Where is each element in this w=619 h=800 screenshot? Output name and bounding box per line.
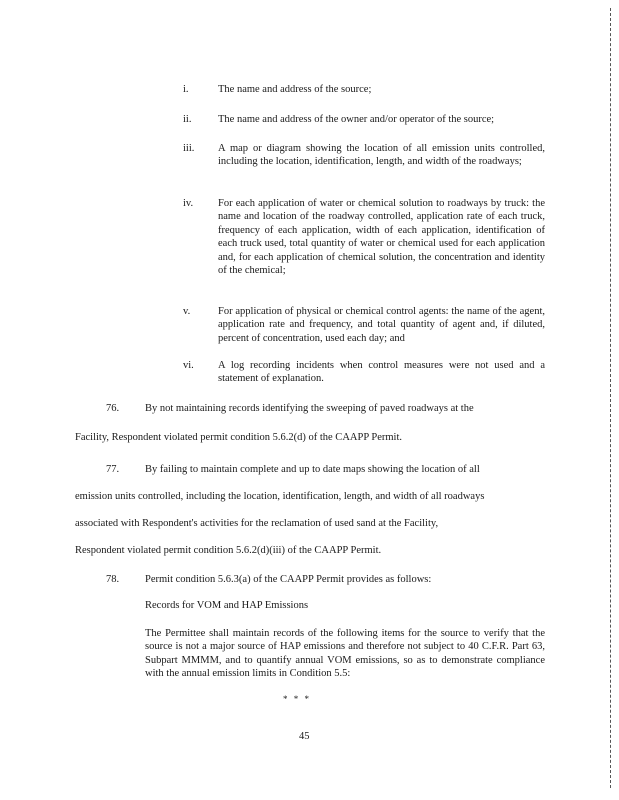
scan-edge-line [610, 8, 612, 788]
subitem-number: vi. [183, 360, 194, 371]
subitem-text: A log recording incidents when control measures were not used and a statement of explanation. [218, 360, 545, 385]
paragraph-line: By not maintaining records identifying the sweeping of paved roadways at the [145, 403, 474, 414]
subitem-number: i. [183, 84, 189, 95]
subitem-iv [183, 197, 545, 277]
paragraph-number: 77. [106, 464, 120, 475]
paragraph-line: Permit condition 5.6.3(a) of the CAAPP Permit provides as follows: [145, 574, 432, 585]
paragraph-line: emission units controlled, including the location, identification, length, and width of all roadways [75, 491, 485, 502]
subitem-number: ii. [183, 114, 192, 125]
block-quote: The Permittee shall maintain records of the following items for the source to verify that the source is not a major source of HAP emissions and therefore not subject to 40 C.F.R. Part 63, Subpart MMMM, and to quantify annual VOM emissions, so as to demonstrate compliance with the annual emission limits in Condition 5.5: [145, 628, 545, 679]
paragraph-line: Respondent violated permit condition 5.6.2(d)(iii) of the CAAPP Permit. [75, 545, 382, 556]
subitem-number: iii. [183, 143, 195, 154]
paragraph-line: Facility, Respondent violated permit condition 5.6.2(d) of the CAAPP Permit. [75, 432, 403, 443]
subitem-i [183, 83, 545, 96]
subitem-iii [183, 142, 545, 169]
subitem-ii [183, 113, 545, 126]
subitem-text: The name and address of the owner and/or operator of the source; [218, 114, 495, 125]
page-number: 45 [299, 731, 310, 742]
subitem-text: The name and address of the source; [218, 84, 372, 95]
subitem-text: For each application of water or chemical solution to roadways by truck: the name and location of the roadway controlled, application rate of each truck, frequency of each application, width of each application, identification of each truck used, total quantity of water or chemical used for each application and, for each application of chemical solution, the concentration and identity of the chemical; [218, 198, 545, 277]
paragraph-line: associated with Respondent's activities for the reclamation of used sand at the Facility, [75, 518, 439, 529]
subitem-text: For application of physical or chemical control agents: the name of the agent, application rate and frequency, and total quantity of agent and, if diluted, percent of concentration, used each day; and [218, 306, 545, 344]
section-heading: Records for VOM and HAP Emissions [145, 600, 309, 611]
subitem-text: A map or diagram showing the location of all emission units controlled, including the location, identification, length, and width of the roadways; [218, 143, 545, 168]
paragraph-line: By failing to maintain complete and up to date maps showing the location of all [145, 464, 480, 475]
subitem-vi [183, 359, 545, 386]
subitem-number: v. [183, 306, 191, 317]
subitem-number: iv. [183, 198, 194, 209]
paragraph-number: 76. [106, 403, 120, 414]
subitem-v [183, 305, 545, 345]
paragraph-number: 78. [106, 574, 120, 585]
ellipsis-stars: * * * [283, 694, 311, 704]
